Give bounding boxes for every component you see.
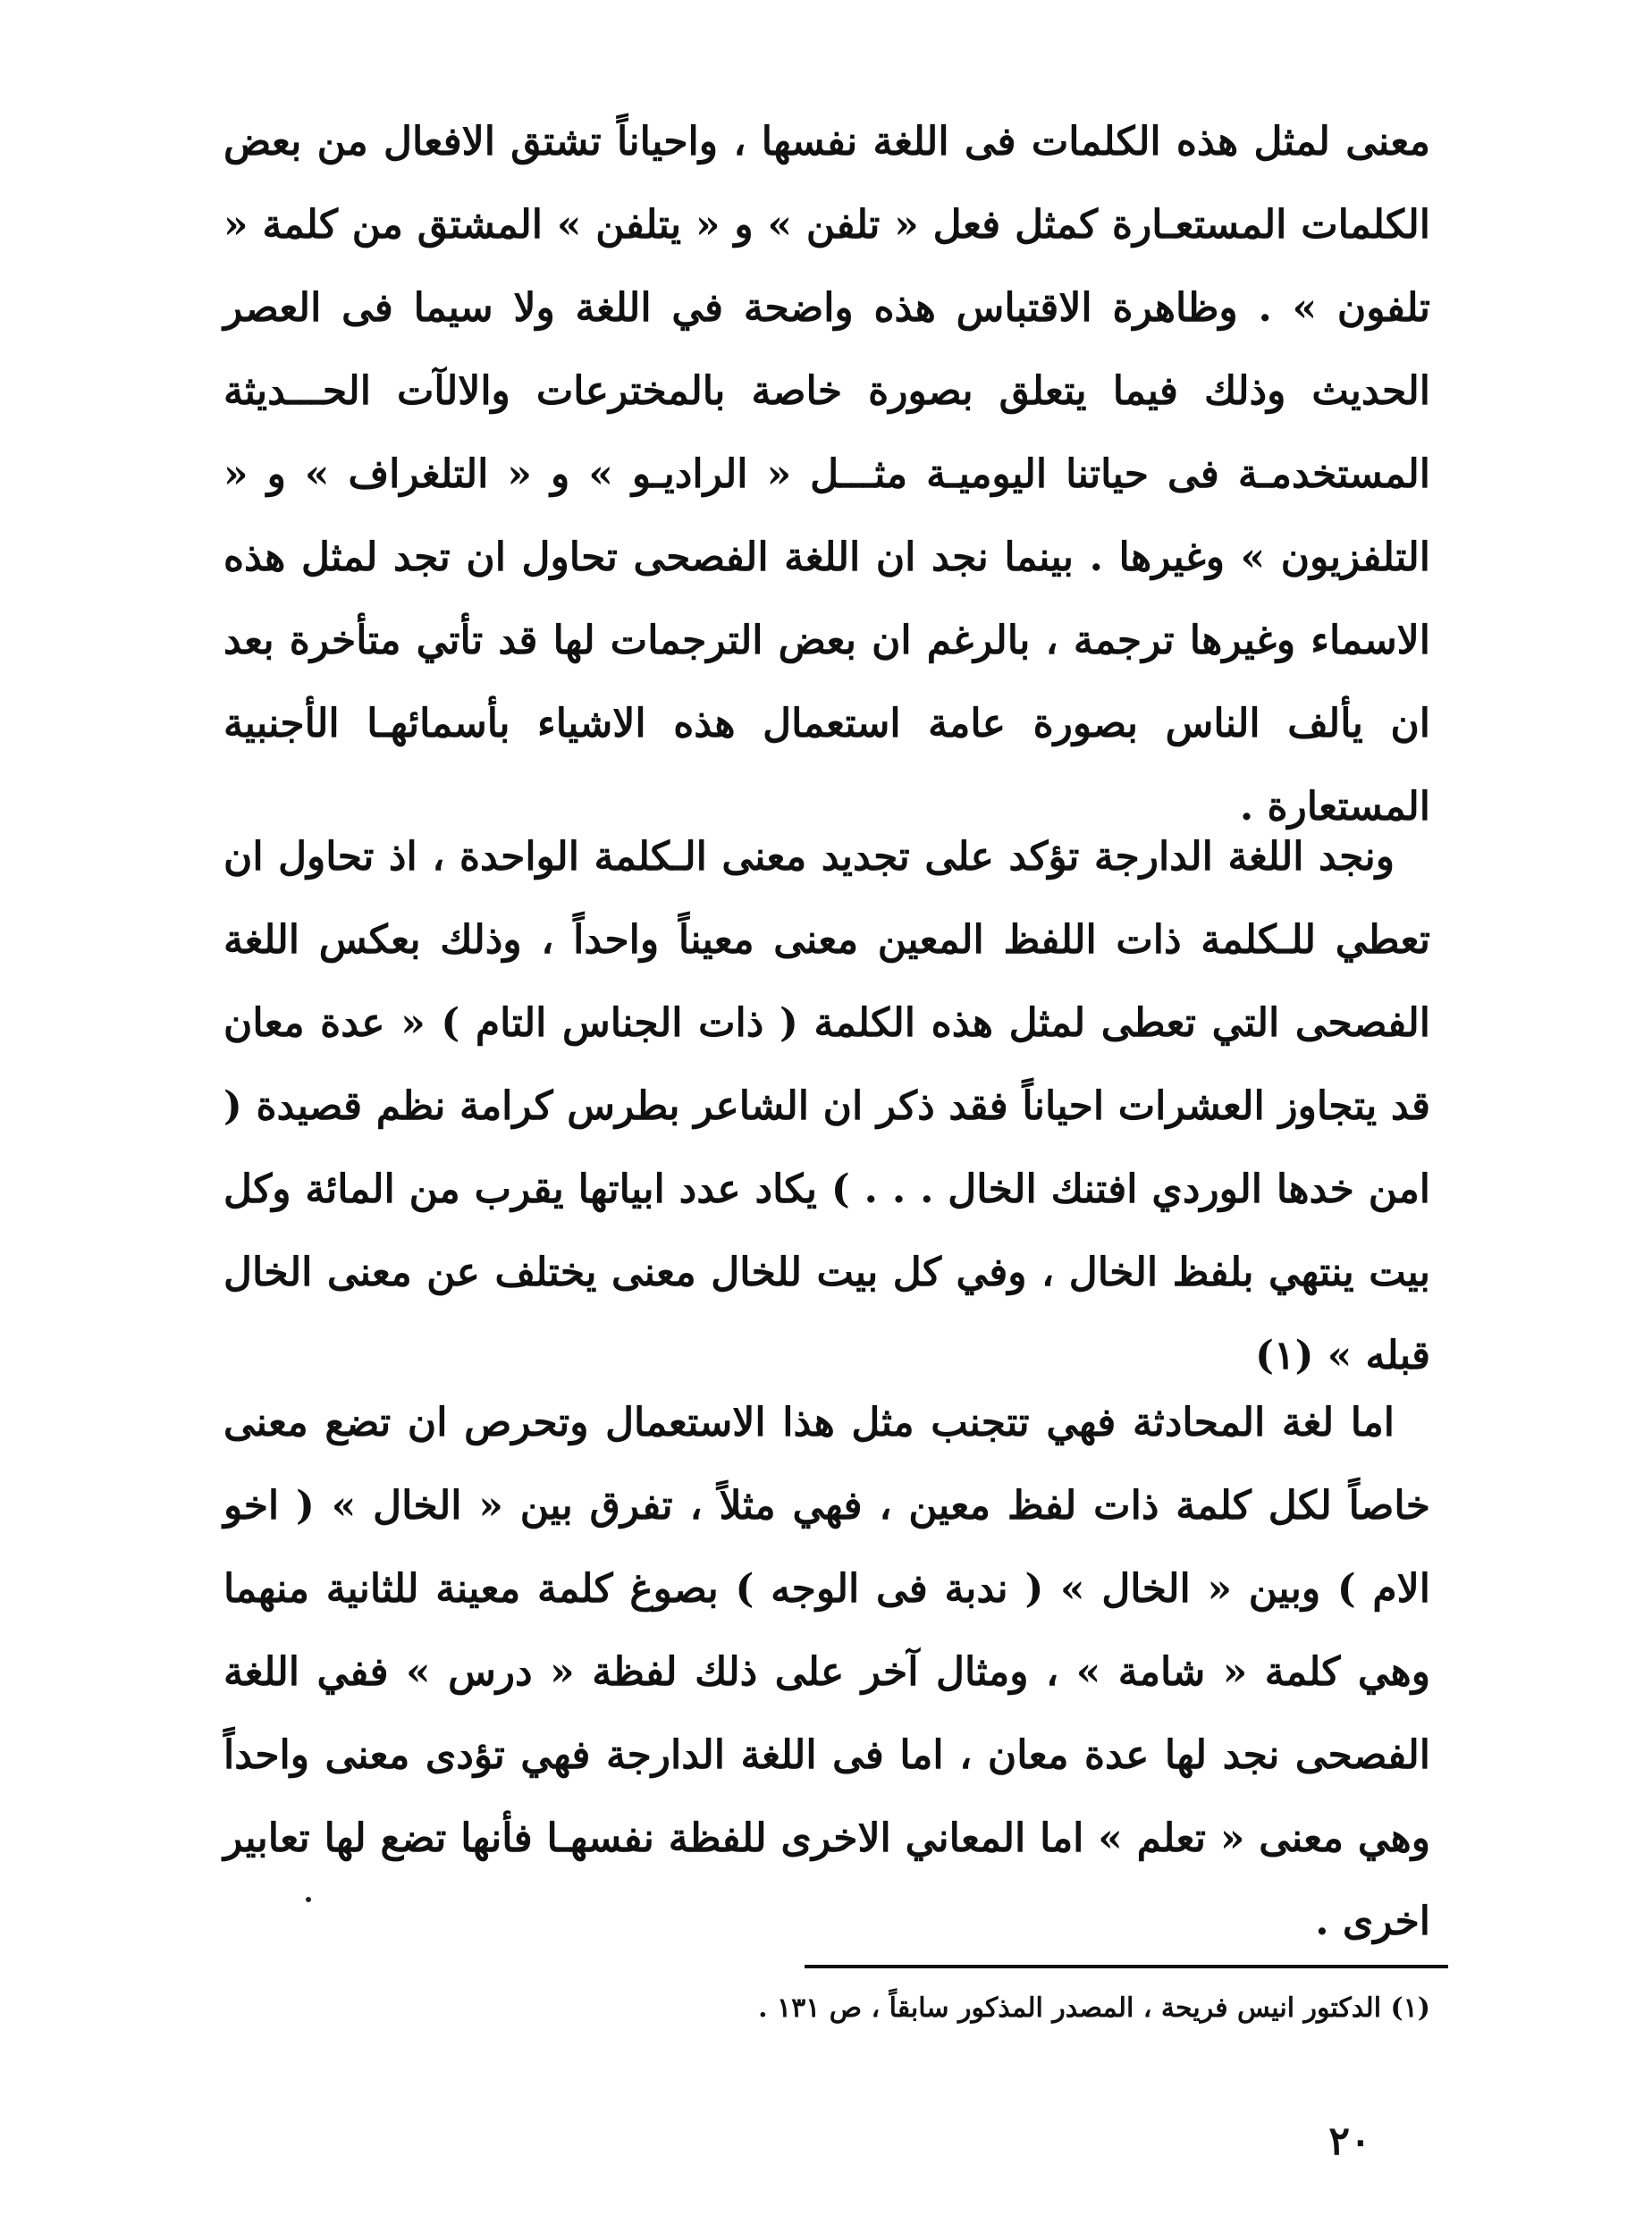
paragraph-text: اما لغة المحادثة فهي تتجنب مثل هذا الاستعمال وتحرص ان تضع معنى خاصاً لكل كلمة ذات لفظ معين ، فهي مثلاً ، تفرق بين « الخال » ( اخو الام ) وبين « الخال » ( ندبة فى الوجه ) بصوغ كلمة معينة للثانية منهما وهي كلمة « شامة » ، ومثال آخر على ذلك لفظة « درس » ففي اللغة الفصحى نجد لها عدة معان ، اما فى اللغة الدارجة فهي تؤدى معنى واحداً وهي معنى « تعلم » اما المعاني الاخرى للفظة نفسهـا فأنها تضع لها تعابير اخرى .	[223, 1400, 1430, 1944]
page-number: ٢٠	[1328, 2119, 1371, 2164]
paragraph-text: معنى لمثل هذه الكلمات فى اللغة نفسها ، واحياناً تشتق الافعال من بعض الكلمات المستعـارة كمثل فعل « تلفن » و « يتلفن » المشتق من كلمة « تلفون » . وظاهرة الاقتباس هذه واضحة في اللغة ولا سيما فى العصر الحديث وذلك فيما يتعلق بصورة خاصة بالمخترعات والالآت الحـــديثة المستخدمـة فى حياتنا اليوميـة مثـــل « الراديـو » و « التلغراف » و « التلفزيون » وغيرها . بينما نجد ان اللغة الفصحى تحاول ان تجد لمثل هذه الاسماء وغيرها ترجمة ، بالرغم ان بعض الترجمات لها قد تأتي متأخرة بعد ان يألف الناس بصورة عامة استعمال هذه الاشياء بأسمائهـا الأجنبية المستعارة .	[223, 119, 1430, 830]
paragraph-2	[223, 815, 1430, 1397]
footnote-divider	[805, 1965, 1448, 1968]
paragraph-3	[223, 1381, 1430, 1963]
ink-speck	[306, 1897, 311, 1902]
paragraph-text: ونجد اللغة الدارجة تؤكد على تجديد معنى الـكلمة الواحدة ، اذ تحاول ان تعطي للـكلمة ذات اللفظ المعين معنى معيناً واحداً ، وذلك بعكس اللغة الفصحى التي تعطى لمثل هذه الكلمة ( ذات الجناس التام ) « عدة معان قد يتجاوز العشرات احياناً فقد ذكر ان الشاعر بطرس كرامة نظم قصيدة ( امن خدها الوردي افتنك الخال . . . ) يكاد عدد ابياتها يقرب من المائة وكل بيت ينتهي بلفظ الخال ، وفي كل بيت للخال معنى يختلف عن معنى الخال قبله » (١)	[223, 834, 1430, 1378]
paragraph-1	[223, 100, 1430, 848]
footnote: (١) الدكتور انيس فريحة ، المصدر المذكور سابقاً ، ص ١٣١ .	[758, 1992, 1430, 2024]
